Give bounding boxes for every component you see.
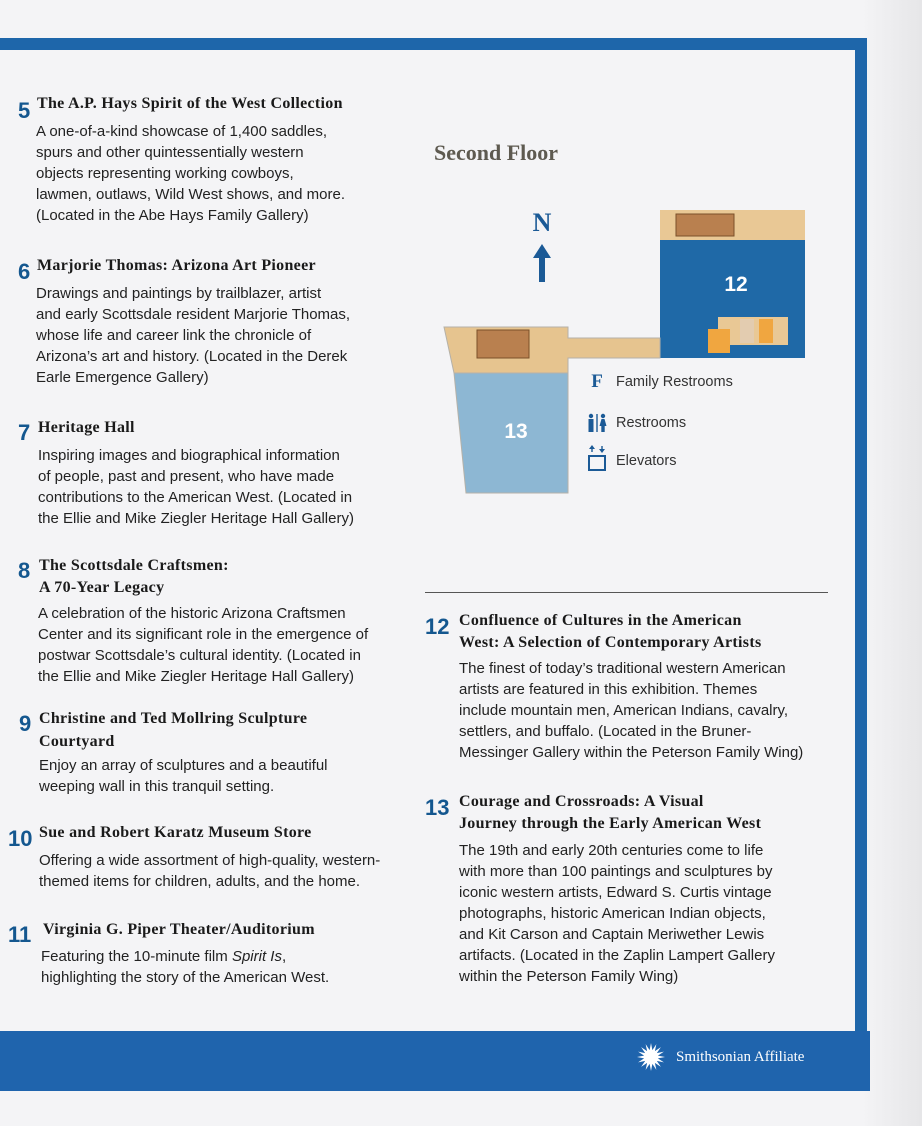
entry-number: 6	[18, 259, 31, 284]
entry-desc-line: photographs, historic American Indian objects,	[459, 905, 766, 922]
sunburst-icon	[636, 1042, 666, 1072]
entry-desc-line: iconic western artists, Edward S. Curtis vintage	[459, 884, 772, 901]
entry-number: 10	[8, 826, 33, 851]
legend-restrooms	[586, 412, 687, 434]
entry-desc-line: with more than 100 paintings and sculptures by	[459, 863, 773, 880]
entry-title: Courage and Crossroads: A Visual	[459, 793, 704, 810]
gallery-13-label: 13	[504, 420, 528, 443]
entry-desc-line: the Ellie and Mike Ziegler Heritage Hall Gallery)	[38, 510, 354, 527]
family-restroom-icon	[586, 371, 608, 393]
entry-title: Virginia G. Piper Theater/Auditorium	[43, 921, 315, 938]
entry-desc-line: highlighting the story of the American West.	[41, 969, 330, 986]
entry-title: Confluence of Cultures in the American	[459, 612, 742, 629]
entry-desc-line: The finest of today’s traditional western American	[459, 660, 786, 677]
entry-title: Journey through the Early American West	[459, 815, 762, 832]
entry-desc-line: Arizona’s art and history. (Located in the Derek	[36, 348, 348, 365]
entry-desc-line: contributions to the American West. (Located in	[38, 489, 353, 506]
entry-desc-line: and Kit Carson and Captain Meriwether Lewis	[459, 926, 765, 943]
stair-block	[676, 214, 734, 236]
entry-desc-line: spurs and other quintessentially western	[36, 144, 304, 161]
entry-desc-line: Inspiring images and biographical information	[38, 447, 340, 464]
corridor	[444, 327, 660, 373]
entry-desc-line: include mountain men, American Indians, cavalry,	[459, 702, 789, 719]
restroom-marker	[708, 329, 730, 353]
gallery-12-label: 12	[724, 273, 748, 296]
entry-number: 5	[18, 98, 31, 123]
desc-fragment: ,	[281, 948, 287, 965]
entry-desc-line: Center and its significant role in the emergence of	[38, 626, 369, 643]
legend-label: Family Restrooms	[616, 374, 733, 390]
entry-desc-line: Messinger Gallery within the Peterson Family Wing)	[459, 744, 804, 761]
entry-desc-line	[41, 946, 286, 967]
entry-desc-line: A one-of-a-kind showcase of 1,400 saddles,	[36, 123, 328, 140]
entry-desc-line: settlers, and buffalo. (Located in the Bruner-	[459, 723, 752, 740]
entry-title: A 70-Year Legacy	[39, 579, 165, 596]
desc-fragment: Featuring the 10-minute film	[41, 948, 228, 965]
film-title: Spirit Is	[231, 948, 282, 965]
section-divider	[425, 592, 828, 593]
entry-desc-line: A celebration of the historic Arizona Craftsmen	[38, 605, 346, 622]
legend-label: Elevators	[616, 453, 677, 469]
entry-desc-line: Drawings and paintings by trailblazer, artist	[36, 285, 322, 302]
entry-desc-line: lawmen, outlaws, Wild West shows, and more.	[36, 186, 346, 203]
legend-label: Restrooms	[616, 415, 687, 431]
entry-desc-line: The 19th and early 20th centuries come to life	[459, 842, 764, 859]
entry-desc-line: and early Scottsdale resident Marjorie Thomas,	[36, 306, 351, 323]
elevator-icon	[586, 446, 608, 472]
entry-title: Courtyard	[39, 733, 115, 750]
page-shadow	[862, 0, 922, 1126]
floor-title: Second Floor	[434, 140, 559, 165]
family-restroom-marker	[759, 319, 773, 343]
restroom-glyph	[586, 413, 608, 433]
entry-title: The A.P. Hays Spirit of the West Collection	[37, 95, 343, 112]
entry-number: 9	[19, 711, 32, 736]
entry-number: 7	[18, 420, 31, 445]
entry-title: Marjorie Thomas: Arizona Art Pioneer	[37, 257, 316, 274]
entry-title: Heritage Hall	[38, 419, 135, 436]
elevator-marker	[740, 319, 754, 343]
legend-family-restrooms	[586, 371, 733, 393]
north-label: N	[532, 208, 552, 237]
right-blue-band	[855, 38, 867, 1038]
entry-desc-line: of people, past and present, who have made	[38, 468, 335, 485]
entry-number: 13	[425, 795, 450, 820]
entry-desc-line: themed items for children, adults, and the home.	[39, 873, 361, 890]
family-restroom-symbol: F	[591, 371, 603, 392]
entry-desc-line: artists are featured in this exhibition. Themes	[459, 681, 758, 698]
entry-desc-line: artifacts. (Located in the Zaplin Lampert Gallery	[459, 947, 775, 964]
entry-desc-line: whose life and career link the chronicle of	[36, 327, 312, 344]
entry-number: 11	[8, 922, 32, 947]
stair-block	[477, 330, 529, 358]
entry-desc-line: Enjoy an array of sculptures and a beautiful	[39, 757, 328, 774]
entry-number: 8	[18, 558, 31, 583]
restroom-icon	[586, 412, 608, 434]
entry-desc-line: (Located in the Abe Hays Family Gallery)	[36, 207, 309, 224]
entry-desc-line: Earle Emergence Gallery)	[36, 369, 209, 386]
legend-elevators	[586, 448, 677, 470]
entry-desc-line: Offering a wide assortment of high-quality, western-	[39, 852, 381, 869]
entry-desc-line: objects representing working cowboys,	[36, 165, 294, 182]
affiliate-text: Smithsonian Affiliate	[676, 1048, 805, 1065]
entry-title: West: A Selection of Contemporary Artists	[459, 634, 762, 651]
entry-desc-line: within the Peterson Family Wing)	[459, 968, 679, 985]
entry-title: Christine and Ted Mollring Sculpture	[39, 710, 308, 727]
entry-title: The Scottsdale Craftsmen:	[39, 557, 229, 574]
elevator-glyph	[587, 445, 607, 473]
entry-title: Sue and Robert Karatz Museum Store	[39, 824, 312, 841]
entry-desc-line: postwar Scottsdale’s cultural identity. (Located in	[38, 647, 361, 664]
top-blue-band	[0, 38, 866, 50]
entry-number: 12	[425, 614, 450, 639]
smithsonian-affiliate-logo	[636, 1042, 804, 1072]
entry-desc-line: weeping wall in this tranquil setting.	[39, 778, 275, 795]
entry-desc-line: the Ellie and Mike Ziegler Heritage Hall Gallery)	[38, 668, 354, 685]
